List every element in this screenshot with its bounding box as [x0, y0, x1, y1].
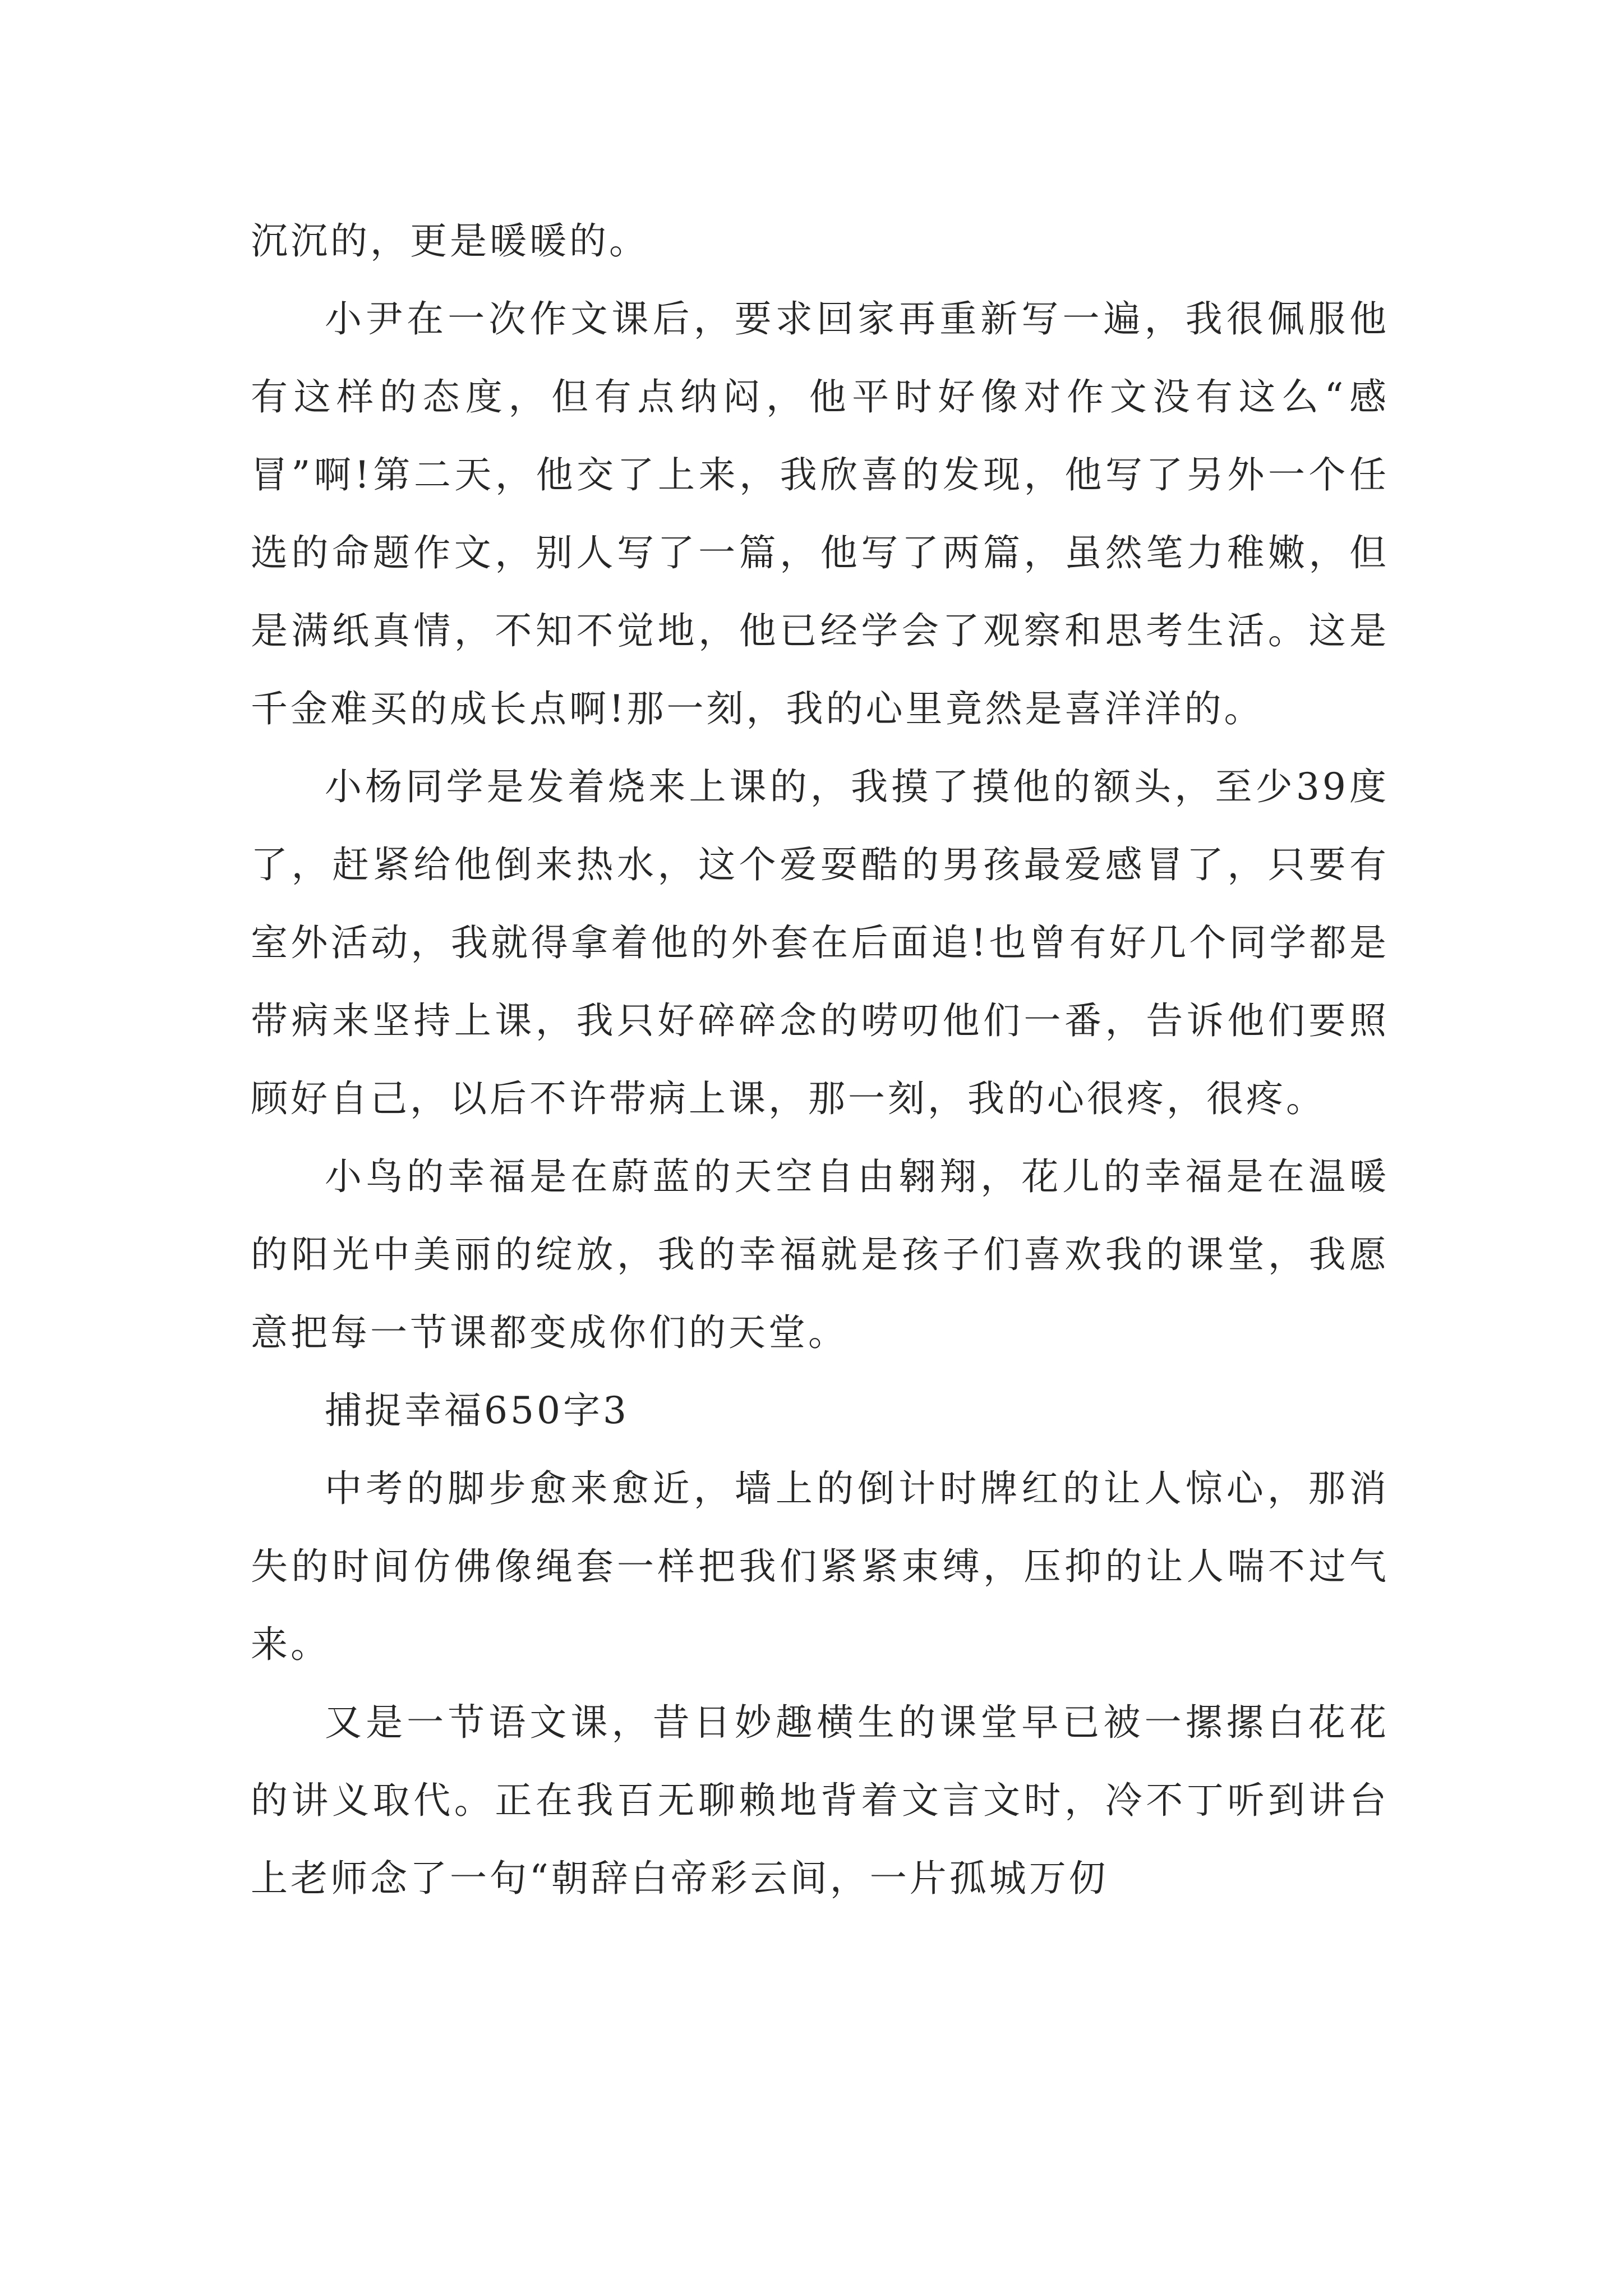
paragraph-xiaoyang: 小杨同学是发着烧来上课的，我摸了摸他的额头，至少39度了，赶紧给他倒来热水，这个爱耍酷的男孩最爱感冒了，只要有室外活动，我就得拿着他的外套在后面追!也曾有好几个同学都是带病来坚持上课，我只好碎碎念的唠叨他们一番，告诉他们要照顾好自己，以后不许带病上课，那一刻，我的心很疼，很疼。	[251, 765, 1389, 1120]
paragraph-happiness: 小鸟的幸福是在蔚蓝的天空自由翱翔，花儿的幸福是在温暖的阳光中美丽的绽放，我的幸福就是孩子们喜欢我的课堂，我愿意把每一节课都变成你们的天堂。	[251, 1155, 1389, 1354]
document-body	[251, 202, 1389, 1917]
paragraph-chinese-class: 又是一节语文课，昔日妙趣横生的课堂早已被一摞摞白花花的讲义取代。正在我百无聊赖地背着文言文时，冷不丁听到讲台上老师念了一句“朝辞白帝彩云间，一片孤城万仞	[251, 1701, 1389, 1900]
paragraph-exam: 中考的脚步愈来愈近，墙上的倒计时牌红的让人惊心，那消失的时间仿佛像绳套一样把我们紧紧束缚，压抑的让人喘不过气来。	[251, 1467, 1389, 1666]
paragraph-xiaoyin: 小尹在一次作文课后，要求回家再重新写一遍，我很佩服他有这样的态度，但有点纳闷，他平时好像对作文没有这么“感冒”啊!第二天，他交了上来，我欣喜的发现，他写了另外一个任选的命题作文，别人写了一篇，他写了两篇，虽然笔力稚嫩，但是满纸真情，不知不觉地，他已经学会了观察和思考生活。这是千金难买的成长点啊!那一刻，我的心里竟然是喜洋洋的。	[251, 297, 1389, 730]
section-title: 捕捉幸福650字3	[325, 1389, 629, 1432]
paragraph-continuation: 沉沉的，更是暖暖的。	[251, 219, 649, 263]
